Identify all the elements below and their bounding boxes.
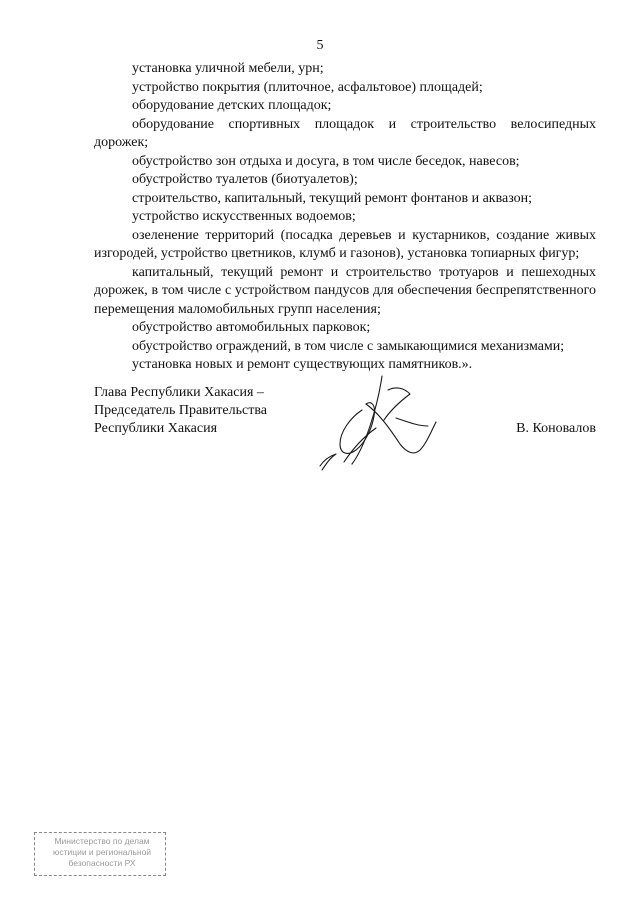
list-item: обустройство ограждений, в том числе с замыкающимися механизмами; xyxy=(132,338,565,354)
list-item: установка новых и ремонт существующих памятников.». xyxy=(132,357,473,372)
list-item: обустройство автомобильных парковок; xyxy=(132,320,371,335)
body-text xyxy=(94,60,596,375)
signatory-title-line: Республики Хакасия xyxy=(94,421,218,436)
signatory-title xyxy=(94,384,267,438)
list-item: устройство искусственных водоемов; xyxy=(132,209,356,224)
list-item: обустройство туалетов (биотуалетов); xyxy=(132,172,358,187)
list-item: обустройство зон отдыха и досуга, в том числе беседок, навесов; xyxy=(132,153,520,169)
stamp-line: юстиции и региональной xyxy=(52,847,152,857)
signatory-title-line: Председатель Правительства xyxy=(94,403,267,418)
list-item: озеленение территорий (посадка деревьев и кустарников, создание живых изгородей, устройство цветников, клумб и газонов), установка топиарных фигур; xyxy=(94,227,596,261)
stamp-line: Министерство по делам xyxy=(54,836,150,846)
registration-stamp xyxy=(34,832,166,876)
list-item: установка уличной мебели, урн; xyxy=(132,61,324,76)
list-item: капитальный, текущий ремонт и строительство тротуаров и пешеходных дорожек, в том числе с устройством пандусов для обеспечения беспрепятственного перемещения маломобильных групп населения; xyxy=(94,264,596,317)
signatory-title-line: Глава Республики Хакасия – xyxy=(94,385,264,400)
signatory-name: В. Коновалов xyxy=(516,421,596,436)
list-item: строительство, капитальный, текущий ремонт фонтанов и аквазон; xyxy=(132,190,533,206)
list-item: оборудование детских площадок; xyxy=(132,98,332,113)
handwritten-signature xyxy=(300,370,460,490)
list-item: оборудование спортивных площадок и строительство велосипедных дорожек; xyxy=(94,116,596,150)
list-item: устройство покрытия (плиточное, асфальтовое) площадей; xyxy=(132,79,483,95)
stamp-line: безопасности РХ xyxy=(68,858,136,868)
page-number: 5 xyxy=(316,38,324,53)
